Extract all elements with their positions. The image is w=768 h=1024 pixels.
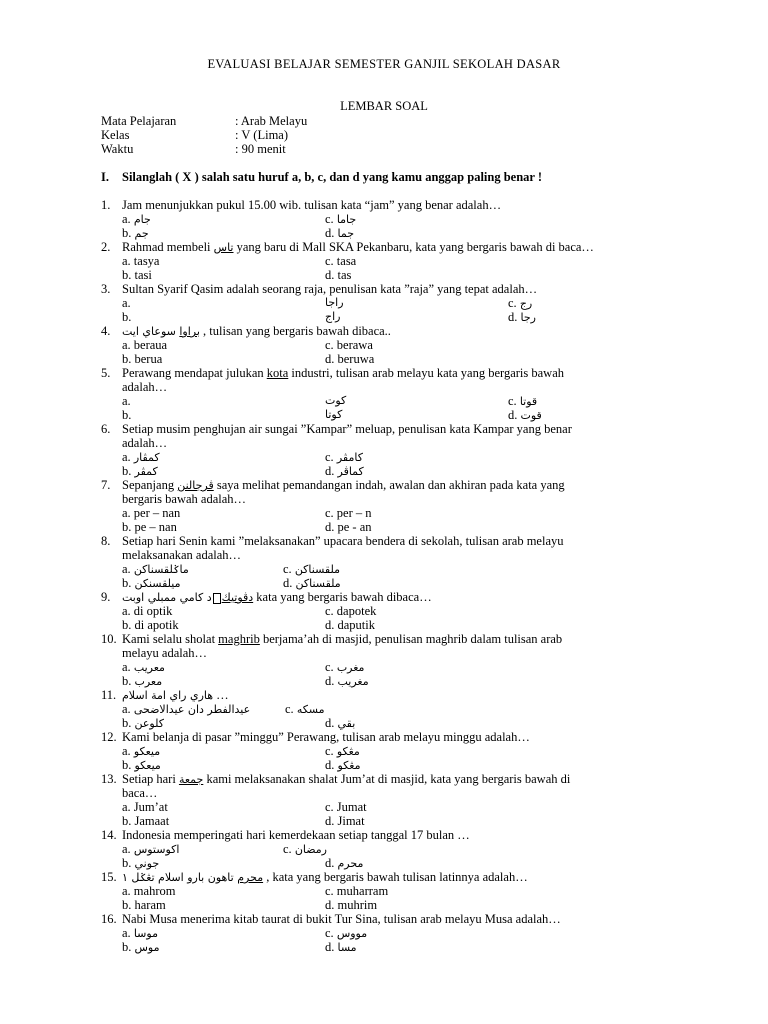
q4-text: براوا سوعاي ايت , tulisan yang bergaris bawah dibaca.. [122,324,391,338]
q16-number: 16. [101,912,117,926]
q4-option-b: b. berua [122,352,163,366]
q15-text: محرم تاهون بارو اسلام تڠݢل ١ , kata yang bergaris bawah tulisan latinnya adalah… [122,870,528,884]
time-label: Waktu [101,142,134,156]
q12-option-d: d. مڠكو [325,758,361,772]
q9-number: 9. [101,590,111,604]
q1-option-b: b. جم [122,226,149,240]
page-title: EVALUASI BELAJAR SEMESTER GANJIL SEKOLAH DASAR [207,57,561,71]
q14-option-a: a. اكوستوس [122,842,180,856]
q5-text: Perawang mendapat julukan kota industri, tulisan arab melayu kata yang bergaris bawah [122,366,565,380]
q14-option-d: d. محرم [325,856,364,870]
section-number: I. [101,170,109,184]
q7-text: Sepanjang ڤرجالنن saya melihat pemandangan indah, awalan dan akhiran pada kata yang [122,478,565,492]
q16-option-b: b. موس [122,940,160,954]
subject-label: Mata Pelajaran [101,114,177,128]
q7-number: 7. [101,478,111,492]
q5-option-b-label: b. [122,408,132,422]
q10-text-cont: melayu adalah… [122,646,208,660]
q2-option-d: d. tas [325,268,352,282]
q12-option-b: b. ميعكو [122,758,161,772]
q7-option-d: d. pe - an [325,520,372,534]
page-subtitle: LEMBAR SOAL [340,99,428,113]
q5-option-c: c. قوتا [508,394,538,408]
q6-text: Setiap musim penghujan air sungai ”Kampar” meluap, penulisan kata Kampar yang benar [122,422,572,436]
instruction: Silanglah ( X ) salah satu huruf a, b, c, dan d yang kamu anggap paling benar ! [122,170,543,184]
q13-number: 13. [101,772,117,786]
q3-option-a-label: a. [122,296,131,310]
q15-option-c: c. muharram [325,884,389,898]
q1-option-d: d. جما [325,226,355,240]
missing-glyph-box [213,593,221,604]
q11-option-c: c. مسكه [285,702,325,716]
q6-option-a: a. كمڤار [122,450,160,464]
q16-option-a: a. موسا [122,926,158,940]
q13-text: Setiap hari جمعة kami melaksanakan shalat Jum’at di masjid, kata yang bergaris bawah di [122,772,571,786]
q15-option-d: d. muhrim [325,898,378,912]
q10-option-b: b. معرب [122,674,163,688]
q8-option-d: d. ملقسناكن [283,576,341,590]
q3-option-d: d. رجا [508,310,536,324]
q12-number: 12. [101,730,117,744]
q12-option-c: c. مڠكو [325,744,360,758]
q4-number: 4. [101,324,111,338]
q7-option-b: b. pe – nan [122,520,177,534]
q8-option-a: a. ماݢلقسناكن [122,562,189,576]
q9-text: دڤوتيكد كامي ممبلي اوبت kata yang bergaris bawah dibaca… [122,590,432,604]
q6-text-cont: adalah… [122,436,168,450]
q2-option-a: a. tasya [122,254,160,268]
q5-option-a-label: a. [122,394,131,408]
q8-number: 8. [101,534,111,548]
q8-option-c: c. ملقسناكن [283,562,341,576]
q13-option-c: c. Jumat [325,800,367,814]
q9-option-b: b. di apotik [122,618,179,632]
q1-number: 1. [101,198,111,212]
q14-number: 14. [101,828,117,842]
q4-option-c: c. berawa [325,338,373,352]
q6-number: 6. [101,422,111,436]
q9-option-a: a. di optik [122,604,173,618]
q6-option-c: c. كامڤر [325,450,363,464]
q3-number: 3. [101,282,111,296]
q11-number: 11. [101,688,117,702]
q14-option-b: b. جوني [122,856,160,870]
q4-option-d: d. beruwa [325,352,375,366]
q3-option-b-arabic: راج [325,310,341,323]
q7-option-c: c. per – n [325,506,372,520]
q8-option-b: b. ميلقسنكن [122,576,181,590]
q8-text-cont: melaksanakan adalah… [122,548,242,562]
q15-option-a: a. mahrom [122,884,176,898]
q11-option-a: a. عيدالفطر دان عيدالاضحى [122,702,251,716]
q5-text-cont: adalah… [122,380,168,394]
q16-option-d: d. مسا [325,940,357,954]
q9-option-c: c. dapotek [325,604,377,618]
q9-option-d: d. daputik [325,618,375,632]
q11-option-d: d. بقي [325,716,356,730]
q10-number: 10. [101,632,117,646]
q10-option-a: a. معريب [122,660,165,674]
q3-option-b-label: b. [122,310,132,324]
q10-option-c: c. مغرب [325,660,365,674]
q13-text-cont: baca… [122,786,158,800]
q3-text: Sultan Syarif Qasim adalah seorang raja, penulisan kata ”raja” yang tepat adalah… [122,282,538,296]
q12-option-a: a. ميعكو [122,744,161,758]
q5-number: 5. [101,366,111,380]
q1-option-a: a. جام [122,212,151,226]
time-value: : 90 menit [235,142,286,156]
subject-value: : Arab Melayu [235,114,308,128]
q5-option-a-arabic: كوت [325,394,347,407]
q7-option-a: a. per – nan [122,506,181,520]
q7-text-cont: bergaris bawah adalah… [122,492,247,506]
q4-option-a: a. beraua [122,338,168,352]
q15-option-b: b. haram [122,898,166,912]
q16-option-c: c. مووس [325,926,368,940]
q1-text: Jam menunjukkan pukul 15.00 wib. tulisan kata “jam” yang benar adalah… [122,198,502,212]
q11-text: هاري راي امة اسلام … [122,688,229,702]
q2-option-c: c. tasa [325,254,357,268]
q14-option-c: c. رمضان [283,842,327,856]
q5-option-b-arabic: كوتا [325,408,343,421]
class-label: Kelas [101,128,130,142]
q13-option-a: a. Jum’at [122,800,168,814]
q2-option-b: b. tasi [122,268,152,282]
q8-text: Setiap hari Senin kami ”melaksanakan” upacara bendera di sekolah, tulisan arab melayu [122,534,564,548]
q10-text: Kami selalu sholat maghrib berjama’ah di masjid, penulisan maghrib dalam tulisan arab [122,632,563,646]
q2-number: 2. [101,240,111,254]
q13-option-d: d. Jimat [325,814,365,828]
q13-option-b: b. Jamaat [122,814,170,828]
q1-option-c: c. جاما [325,212,357,226]
q15-number: 15. [101,870,117,884]
q10-option-d: d. مغريب [325,674,369,688]
q3-option-c: c. رج [508,296,533,310]
q16-text: Nabi Musa menerima kitab taurat di bukit Tur Sina, tulisan arab melayu Musa adalah… [122,912,561,926]
q6-option-b: b. كمڤر [122,464,158,478]
q2-text: Rahmad membeli تاس yang baru di Mall SKA Pekanbaru, kata yang bergaris bawah di baca… [122,240,594,254]
q11-option-b: b. كلوعن [122,716,164,730]
q6-option-d: d. كماڤر [325,464,364,478]
q5-option-d: d. قوت [508,408,542,422]
class-value: : V (Lima) [235,128,289,142]
q3-option-a-arabic: راجا [325,296,344,309]
q14-text: Indonesia memperingati hari kemerdekaan setiap tanggal 17 bulan … [122,828,470,842]
q12-text: Kami belanja di pasar ”minggu” Perawang, tulisan arab melayu minggu adalah… [122,730,530,744]
